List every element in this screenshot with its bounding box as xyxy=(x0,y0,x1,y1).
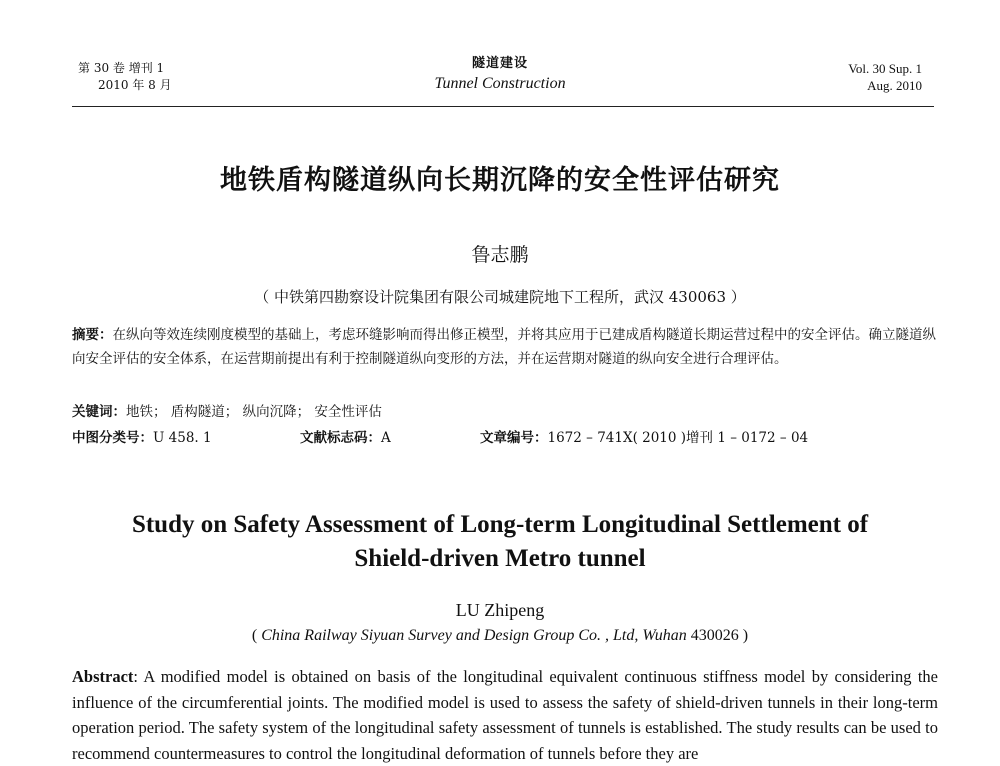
affiliation-en-post: 430026 ) xyxy=(686,627,749,644)
article-number-label: 文章编号： xyxy=(480,430,548,446)
keywords-cn-label: 关键词： xyxy=(72,404,126,420)
affiliation-cn: （ 中铁第四勘察设计院集团有限公司城建院地下工程所，武汉 430063 ） xyxy=(254,288,746,306)
paper-title-en-line2: Shield-driven Metro tunnel xyxy=(354,545,646,572)
paper-title-en-line1: Study on Safety Assessment of Long-term Longitudinal Settlement of xyxy=(131,511,869,538)
abstract-cn-text: 在纵向等效连续刚度模型的基础上，考虑环缝影响而得出修正模型，并将其应用于已建成盾构隧道长期运营过程中的安全评估。确立隧道纵向安全评估的安全体系，在运营期前提出有利于控制隧道纵向变形的方法，并在运营期对隧道的纵向安全进行合理评估。 xyxy=(72,327,936,367)
header-date-en: Aug. 2010 xyxy=(867,78,922,93)
keywords-cn xyxy=(72,402,382,422)
author-en: LU Zhipeng xyxy=(455,600,545,620)
header-volume-en: Vol. 30 Sup. 1 xyxy=(848,61,922,76)
header-volume-info-en xyxy=(848,60,922,94)
abstract-en-label: Abstract xyxy=(72,667,134,686)
abstract-cn-label: 摘要： xyxy=(72,327,113,343)
clc-value: U 458. 1 xyxy=(153,430,212,446)
abstract-en-text: : A modified model is obtained on basis of the longitudinal equivalent continuous stiffness model by considering the influence of the circumferential joints. The modified model is used to assess the safety of shield-driven tunnels in their long-term operation period. The safety system of the longitudinal safety assessment of tunnels is established. The study results can be used to recommend countermeasures to control the longitudinal deformation of tunnels before they are xyxy=(72,667,938,763)
clc-number xyxy=(72,428,212,448)
document-code xyxy=(300,428,391,448)
article-number-value: 1672 – 741X( 2010 )增刊 1 – 0172 – 04 xyxy=(547,430,809,446)
abstract-en xyxy=(72,664,938,766)
paper-title-cn: 地铁盾构隧道纵向长期沉降的安全性评估研究 xyxy=(220,165,780,196)
header-rule xyxy=(72,106,934,107)
document-code-label: 文献标志码： xyxy=(300,430,381,446)
clc-label: 中图分类号： xyxy=(72,430,153,446)
abstract-cn xyxy=(72,323,938,371)
author-cn: 鲁志鹏 xyxy=(471,244,529,266)
header-volume-issue: 第 30 卷 增刊 1 xyxy=(78,61,165,75)
paper-title-en xyxy=(0,508,1000,576)
article-number xyxy=(480,428,808,448)
header-date-cn: 2010 年 8 月 xyxy=(98,78,172,92)
affiliation-en xyxy=(0,627,1000,645)
keywords-cn-text: 地铁； 盾构隧道； 纵向沉降； 安全性评估 xyxy=(126,404,382,420)
journal-name-cn: 隧道建设 xyxy=(471,56,528,71)
affiliation-en-open: ( xyxy=(251,627,262,644)
affiliation-en-org: China Railway Siyuan Survey and Design Group Co. , Ltd, Wuhan xyxy=(261,627,687,644)
document-code-value: A xyxy=(381,430,391,446)
journal-name-en: Tunnel Construction xyxy=(434,75,566,92)
